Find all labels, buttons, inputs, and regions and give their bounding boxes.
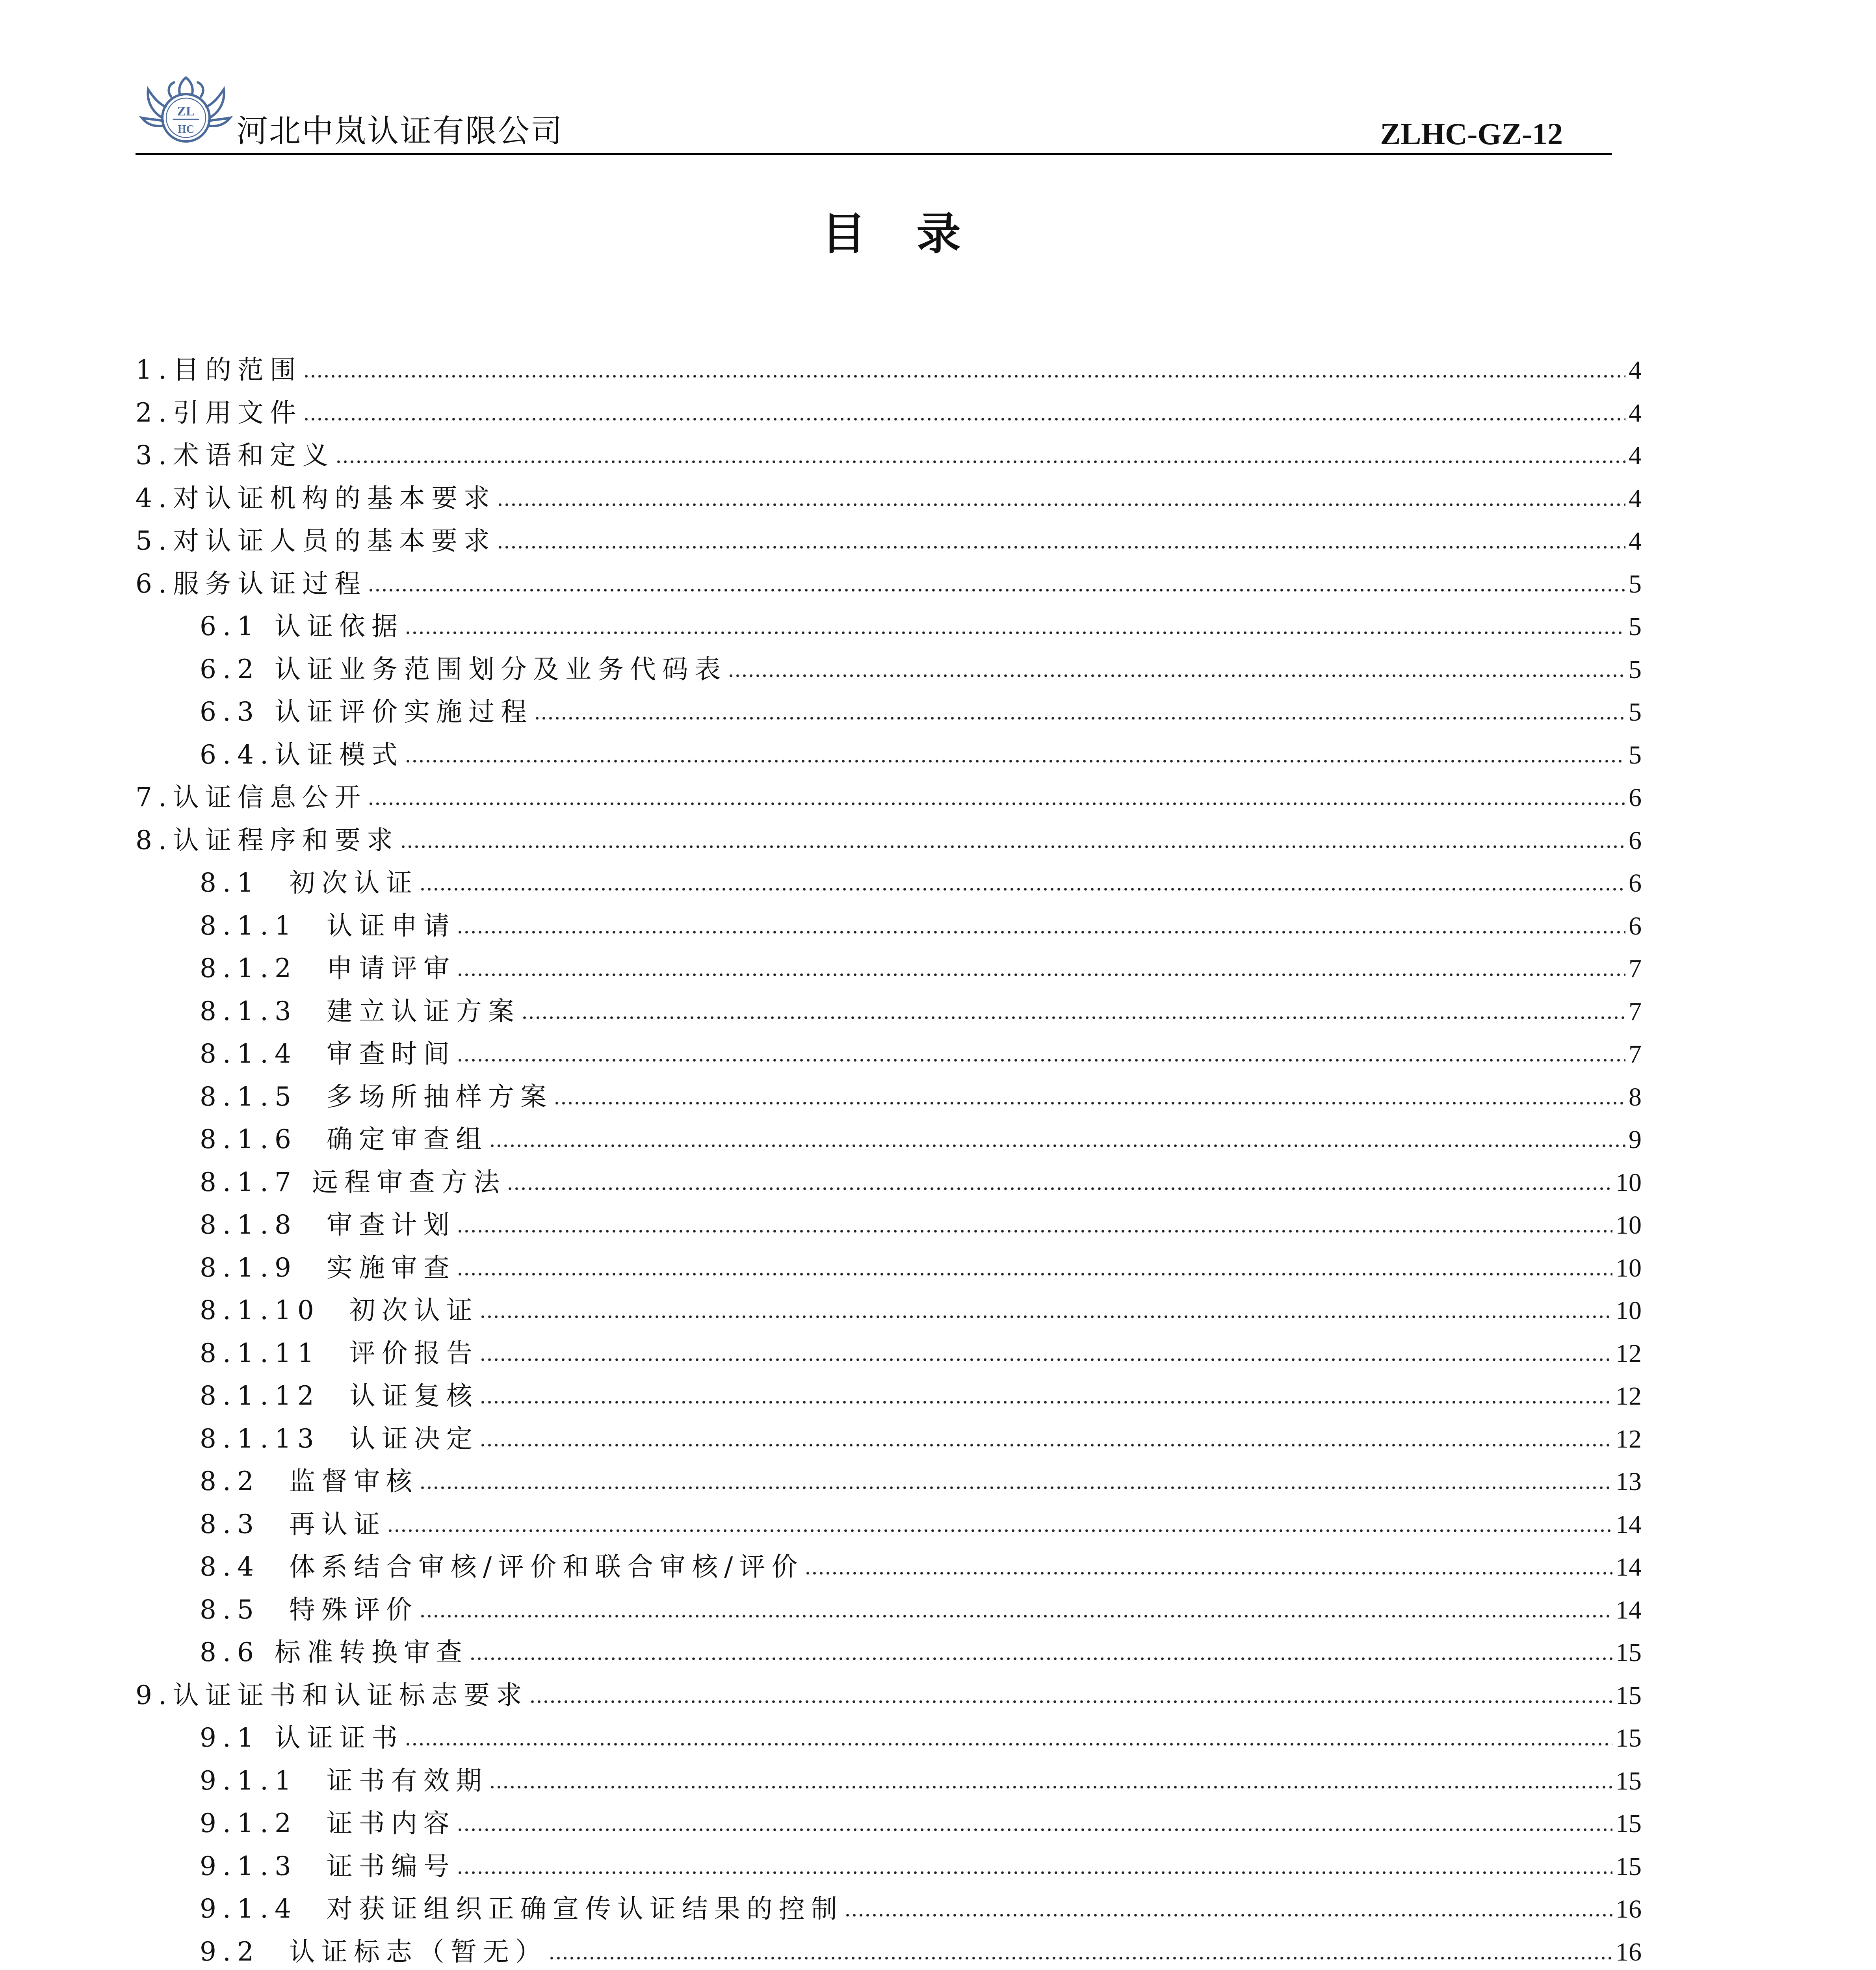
toc-subentry <box>136 990 1642 1033</box>
dot-leader <box>387 1528 1612 1533</box>
page-title: 目 录 <box>821 208 961 260</box>
dot-leader <box>728 673 1625 678</box>
toc-entry-title: 9.1.2 证书内容 <box>200 1808 456 1838</box>
toc-entry-page: 5 <box>1629 655 1642 684</box>
toc-entry-page: 10 <box>1616 1211 1642 1240</box>
toc-entry-page: 4 <box>1629 398 1642 427</box>
toc-entry-page: 13 <box>1616 1467 1642 1496</box>
toc-entry-title: 8.5 特殊评价 <box>200 1594 418 1625</box>
company-name: 河北中岚认证有限公司 <box>236 113 563 149</box>
toc-entry-page: 10 <box>1616 1253 1642 1282</box>
toc-subentry <box>136 947 1642 990</box>
toc-entry-title: 9.认证证书和认证标志要求 <box>136 1680 528 1710</box>
toc-entry <box>136 520 1642 563</box>
toc-subentry <box>136 691 1642 734</box>
toc-entry-title: 9.1 认证证书 <box>200 1723 404 1753</box>
dot-leader <box>457 1229 1612 1234</box>
toc-entry-page: 15 <box>1616 1809 1642 1838</box>
toc-subentry <box>136 1418 1642 1461</box>
toc-entry-title: 5.对认证人员的基本要求 <box>136 526 496 556</box>
toc-entry-title: 8.认证程序和要求 <box>136 825 399 855</box>
dot-leader <box>479 1400 1612 1405</box>
toc-subentry <box>136 1631 1642 1674</box>
document-code: ZLHC-GZ-12 <box>1380 117 1563 151</box>
toc-subentry <box>136 1460 1642 1503</box>
toc-subentry <box>136 1717 1642 1760</box>
toc-entry-page: 15 <box>1616 1766 1642 1795</box>
toc-entry-title: 6.4.认证模式 <box>200 739 404 770</box>
toc-entry-page: 10 <box>1616 1168 1642 1197</box>
dot-leader <box>507 1186 1612 1191</box>
toc-entry-page: 16 <box>1616 1895 1642 1924</box>
toc-entry-title: 8.1.3 建立认证方案 <box>200 996 520 1026</box>
table-of-contents <box>136 349 1642 1970</box>
logo-letters-top: ZL <box>177 104 195 119</box>
toc-entry <box>136 776 1642 819</box>
toc-subentry <box>136 1546 1642 1589</box>
toc-entry-title: 8.3 再认证 <box>200 1509 386 1539</box>
toc-entry-title: 8.1.1 认证申请 <box>200 910 456 941</box>
toc-entry-page: 6 <box>1629 783 1642 812</box>
toc-entry <box>136 349 1642 392</box>
dot-leader <box>457 930 1625 935</box>
dot-leader <box>479 1443 1612 1448</box>
toc-subentry <box>136 1076 1642 1119</box>
toc-entry-title: 8.1.5 多场所抽样方案 <box>200 1081 553 1112</box>
dot-leader <box>521 1015 1625 1020</box>
dot-leader <box>469 1656 1612 1661</box>
dot-leader <box>489 1143 1625 1148</box>
toc-subentry <box>136 605 1642 648</box>
dot-leader <box>419 1485 1612 1490</box>
dot-leader <box>529 1699 1612 1704</box>
dot-leader <box>479 1314 1612 1319</box>
toc-entry-page: 14 <box>1616 1553 1642 1582</box>
dot-leader <box>844 1913 1612 1918</box>
dot-leader <box>457 1058 1625 1063</box>
toc-entry-page: 7 <box>1629 954 1642 983</box>
dot-leader <box>400 844 1625 849</box>
toc-entry <box>136 434 1642 477</box>
toc-entry-title: 8.1.9 实施审查 <box>200 1252 456 1283</box>
header-divider <box>136 153 1612 155</box>
toc-subentry <box>136 1845 1642 1888</box>
toc-entry-title: 9.2 认证标志（暂无） <box>200 1936 548 1967</box>
dot-leader <box>419 1614 1612 1619</box>
toc-entry <box>136 477 1642 520</box>
toc-entry-page: 12 <box>1616 1424 1642 1453</box>
dot-leader <box>479 1357 1612 1362</box>
toc-entry-title: 8.1.4 审查时间 <box>200 1039 456 1069</box>
toc-entry <box>136 563 1642 606</box>
toc-entry-title: 6.1 认证依据 <box>200 611 404 641</box>
toc-entry-title: 4.对认证机构的基本要求 <box>136 483 496 513</box>
dot-leader <box>554 1101 1625 1106</box>
toc-entry <box>136 819 1642 862</box>
dot-leader <box>419 887 1625 892</box>
toc-subentry <box>136 734 1642 777</box>
toc-entry-page: 10 <box>1616 1296 1642 1325</box>
dot-leader <box>368 588 1625 593</box>
toc-entry-title: 9.1.1 证书有效期 <box>200 1765 488 1796</box>
toc-entry-title: 2.引用文件 <box>136 397 302 428</box>
toc-entry-page: 15 <box>1616 1724 1642 1753</box>
dot-leader <box>335 459 1625 464</box>
toc-entry-page: 5 <box>1629 698 1642 727</box>
dot-leader <box>457 972 1625 977</box>
toc-entry-page: 15 <box>1616 1638 1642 1667</box>
toc-entry-page: 6 <box>1629 911 1642 940</box>
toc-entry-page: 7 <box>1629 997 1642 1026</box>
toc-subentry <box>136 1161 1642 1204</box>
toc-subentry <box>136 1033 1642 1076</box>
toc-entry-page: 8 <box>1629 1082 1642 1111</box>
toc-entry-page: 9 <box>1629 1125 1642 1154</box>
toc-entry-title: 9.1.4 对获证组织正确宣传认证结果的控制 <box>200 1894 843 1924</box>
toc-subentry <box>136 648 1642 691</box>
dot-leader <box>303 417 1625 422</box>
dot-leader <box>457 1870 1612 1875</box>
toc-entry-title: 6.3 认证评价实施过程 <box>200 697 533 727</box>
dot-leader <box>457 1827 1612 1832</box>
dot-leader <box>497 502 1625 507</box>
toc-subentry <box>136 905 1642 948</box>
toc-entry-page: 5 <box>1629 569 1642 598</box>
dot-leader <box>405 1742 1612 1747</box>
toc-entry-page: 6 <box>1629 869 1642 898</box>
dot-leader <box>457 1272 1612 1277</box>
toc-entry-title: 8.2 监督审核 <box>200 1466 418 1496</box>
dot-leader <box>489 1785 1612 1790</box>
toc-entry-page: 15 <box>1616 1852 1642 1881</box>
toc-entry-page: 4 <box>1629 527 1642 556</box>
toc-entry-page: 7 <box>1629 1040 1642 1069</box>
toc-entry-title: 3.术语和定义 <box>136 440 334 470</box>
toc-entry <box>136 392 1642 435</box>
toc-entry-page: 12 <box>1616 1382 1642 1411</box>
logo-letters-bottom: HC <box>178 123 194 136</box>
toc-subentry <box>136 1204 1642 1247</box>
toc-entry-page: 4 <box>1629 356 1642 385</box>
toc-subentry <box>136 1332 1642 1375</box>
toc-subentry <box>136 1503 1642 1546</box>
toc-entry-title: 8.1.12 认证复核 <box>200 1381 479 1411</box>
toc-entry-page: 14 <box>1616 1510 1642 1539</box>
toc-entry-title: 8.1.10 初次认证 <box>200 1295 479 1325</box>
toc-entry-title: 7.认证信息公开 <box>136 782 367 812</box>
toc-entry-title: 8.1.8 审查计划 <box>200 1210 456 1240</box>
toc-subentry <box>136 1931 1642 1970</box>
toc-entry-title: 8.1.7 远程审查方法 <box>200 1167 506 1197</box>
toc-entry-title: 8.1 初次认证 <box>200 868 418 898</box>
toc-subentry <box>136 862 1642 905</box>
toc-entry-page: 6 <box>1629 826 1642 855</box>
toc-entry-title: 6.2 认证业务范围划分及业务代码表 <box>200 654 727 684</box>
toc-entry <box>136 1674 1642 1717</box>
toc-subentry <box>136 1802 1642 1845</box>
dot-leader <box>303 374 1625 379</box>
toc-subentry <box>136 1289 1642 1332</box>
dot-leader <box>534 716 1625 721</box>
toc-entry-title: 8.6 标准转换审查 <box>200 1637 468 1667</box>
toc-entry-page: 4 <box>1629 484 1642 513</box>
toc-entry-page: 16 <box>1616 1937 1642 1966</box>
toc-entry-title: 8.1.11 评价报告 <box>200 1338 479 1368</box>
toc-subentry <box>136 1589 1642 1632</box>
dot-leader <box>405 630 1625 635</box>
toc-entry-title: 6.服务认证过程 <box>136 568 367 599</box>
dot-leader <box>548 1956 1612 1961</box>
toc-subentry <box>136 1760 1642 1803</box>
toc-subentry <box>136 1247 1642 1290</box>
dot-leader <box>497 545 1625 550</box>
toc-subentry <box>136 1888 1642 1931</box>
toc-entry-page: 4 <box>1629 441 1642 470</box>
toc-entry-title: 8.4 体系结合审核/评价和联合审核/评价 <box>200 1552 804 1582</box>
toc-entry-title: 9.1.3 证书编号 <box>200 1851 456 1881</box>
company-logo <box>139 67 233 158</box>
toc-subentry <box>136 1375 1642 1418</box>
toc-entry-page: 15 <box>1616 1681 1642 1710</box>
toc-entry-title: 8.1.2 申请评审 <box>200 953 456 983</box>
toc-entry-page: 5 <box>1629 612 1642 641</box>
toc-subentry <box>136 1118 1642 1161</box>
dot-leader <box>804 1571 1612 1576</box>
toc-entry-title: 8.1.6 确定审查组 <box>200 1124 488 1154</box>
toc-entry-title: 1.目的范围 <box>136 355 302 385</box>
toc-entry-title: 8.1.13 认证决定 <box>200 1423 479 1454</box>
dot-leader <box>405 759 1625 764</box>
toc-entry-page: 12 <box>1616 1339 1642 1368</box>
dot-leader <box>368 801 1625 806</box>
toc-entry-page: 14 <box>1616 1595 1642 1624</box>
toc-entry-page: 5 <box>1629 740 1642 769</box>
